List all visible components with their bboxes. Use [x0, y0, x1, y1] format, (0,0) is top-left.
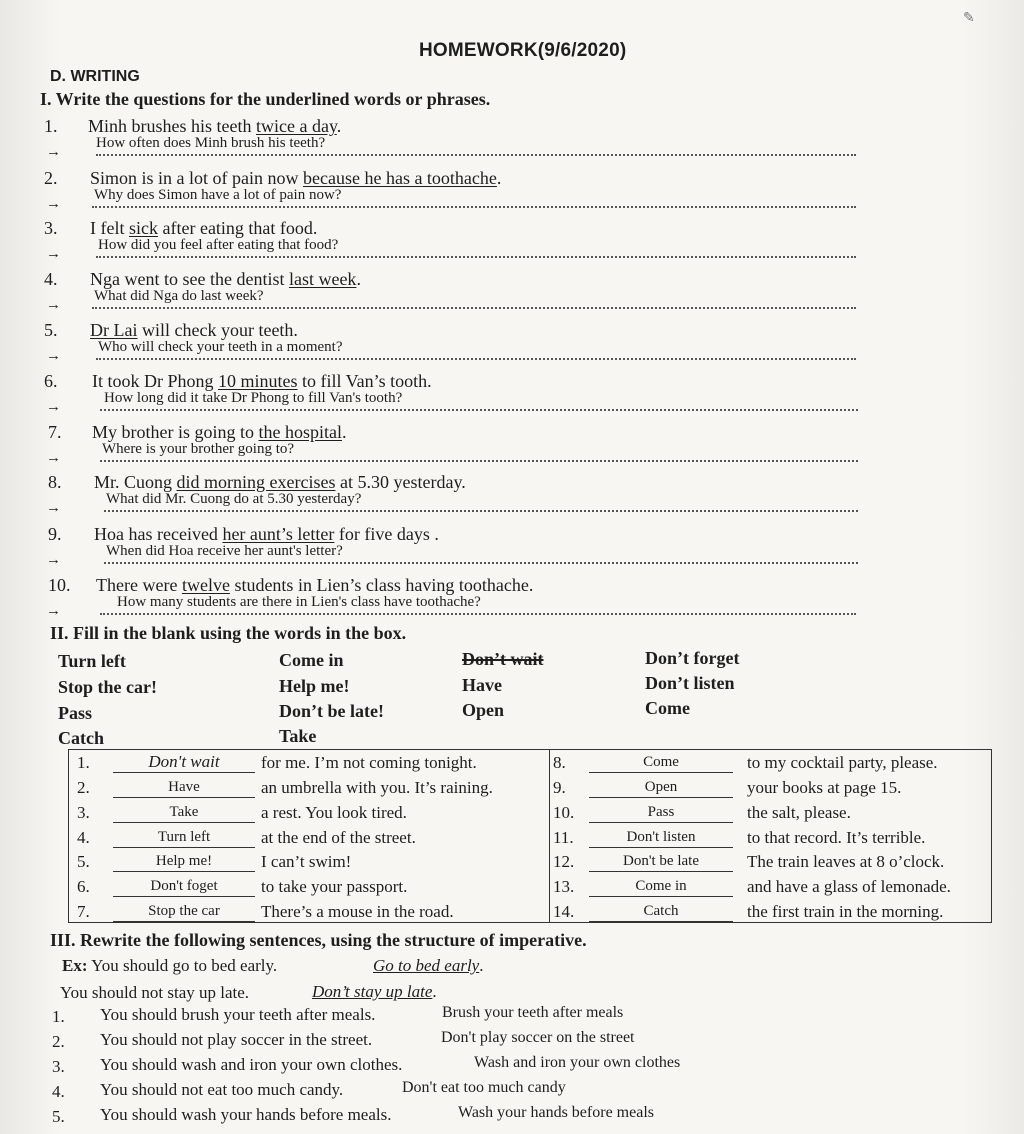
fill-blank-answer: Come in: [589, 876, 733, 897]
question-sentence: [90, 269, 361, 290]
row-sentence: There’s a mouse in the road.: [261, 902, 454, 921]
rewrite-answer: Wash and iron your own clothes: [474, 1054, 681, 1071]
question-number: 10.: [48, 575, 71, 595]
question-number: 1.: [44, 116, 58, 136]
sentence-part: My brother is going to: [92, 422, 259, 442]
question-number: 6.: [44, 371, 58, 391]
word-box-item: Pass: [58, 703, 93, 723]
question-number: 9.: [48, 524, 62, 544]
rewrite-number: 3.: [52, 1057, 65, 1076]
sentence-part: for five days .: [334, 524, 439, 544]
handwritten-answer: Why does Simon have a lot of pain now?: [94, 187, 342, 203]
example-period: .: [479, 956, 484, 975]
question-number: 3.: [44, 218, 58, 238]
rewrite-sentence: You should wash and iron your own clothes.: [100, 1055, 403, 1074]
sentence-part: It took Dr Phong: [92, 371, 218, 391]
handwritten-answer: What did Mr. Cuong do at 5.30 yesterday?: [106, 491, 362, 507]
fill-blank-answer: Come: [589, 752, 733, 773]
rewrite-sentence: You should not eat too much candy.: [100, 1080, 344, 1099]
underlined-phrase: 10 minutes: [218, 371, 298, 391]
sentence-part: Minh brushes his teeth: [88, 116, 256, 136]
row-number: 2.: [77, 778, 90, 797]
row-sentence: The train leaves at 8 o’clock.: [747, 852, 945, 871]
row-sentence: the first train in the morning.: [747, 902, 944, 921]
question-sentence: [90, 320, 298, 341]
question-sentence: [90, 168, 501, 189]
row-number: 7.: [77, 902, 90, 921]
fill-in-table: [68, 749, 992, 923]
question-sentence: [88, 116, 341, 137]
arrow-icon: →: [46, 500, 61, 516]
row-sentence: a rest. You look tired.: [261, 803, 407, 822]
rewrite-number: 2.: [52, 1032, 65, 1051]
rewrite-answer: Wash your hands before meals: [458, 1104, 654, 1121]
example-line-2: [60, 983, 249, 1003]
sentence-part: Nga went to see the dentist: [90, 269, 289, 289]
row-number: 12.: [553, 852, 575, 871]
fill-blank-answer: Don't wait: [113, 752, 255, 773]
underlined-phrase: last week: [288, 269, 357, 289]
row-number: 3.: [77, 803, 90, 822]
handwritten-answer: What did Nga do last week?: [94, 288, 264, 304]
rewrite-sentence: You should not play soccer in the street.: [100, 1030, 373, 1049]
question-sentence: [92, 371, 432, 392]
sentence-part: students in Lien’s class having toothache.: [229, 575, 534, 595]
word-box-item: Don’t listen: [645, 673, 735, 693]
rewrite-answer: Brush your teeth after meals: [442, 1004, 624, 1021]
row-number: 4.: [77, 828, 90, 847]
part3-heading: III. Rewrite the following sentences, using the structure of imperative.: [50, 930, 587, 950]
word-box-item: Come in: [279, 650, 344, 670]
sentence-part: will check your teeth.: [137, 320, 298, 340]
underlined-phrase: twice a day: [256, 116, 337, 136]
example-line-1: [62, 956, 277, 976]
section-label: D. WRITING: [50, 68, 140, 85]
question-sentence: [96, 575, 533, 596]
handwritten-answer: How many students are there in Lien's class have toothache?: [117, 594, 481, 610]
rewrite-answer: Don't eat too much candy: [402, 1079, 566, 1096]
handwritten-answer: How often does Minh brush his teeth?: [96, 135, 326, 151]
example-answer-1: [373, 956, 483, 976]
arrow-icon: →: [46, 196, 61, 212]
arrow-icon: →: [46, 450, 61, 466]
question-sentence: [90, 218, 317, 239]
row-number: 14.: [553, 902, 575, 921]
sentence-part: .: [336, 116, 342, 136]
row-sentence: to my cocktail party, please.: [747, 753, 938, 772]
rewrite-number: 1.: [52, 1007, 65, 1026]
row-sentence: I can’t swim!: [261, 852, 352, 871]
handwritten-answer: Who will check your teeth in a moment?: [98, 339, 343, 355]
word-box-item: Come: [645, 698, 690, 718]
rewrite-sentence: You should wash your hands before meals.: [100, 1105, 392, 1124]
example-period: .: [432, 982, 437, 1001]
underlined-phrase: twelve: [181, 575, 230, 595]
arrow-icon: →: [46, 144, 61, 160]
sentence-part: I felt: [90, 218, 129, 238]
arrow-icon: →: [46, 603, 61, 619]
word-box-item: Don’t forget: [645, 648, 740, 668]
rewrite-number: 4.: [52, 1082, 65, 1101]
word-box-item: Stop the car!: [58, 677, 157, 697]
sentence-part: at 5.30 yesterday.: [335, 472, 466, 492]
fill-blank-answer: Help me!: [113, 851, 255, 872]
arrow-icon: →: [46, 552, 61, 568]
row-number: 8.: [553, 753, 566, 772]
sentence-part: Simon is in a lot of pain now: [90, 168, 303, 188]
rewrite-sentence: You should brush your teeth after meals.: [100, 1005, 376, 1024]
handwritten-answer: How long did it take Dr Phong to fill Van's tooth?: [104, 390, 403, 406]
sentence-part: .: [496, 168, 502, 188]
row-sentence: for me. I’m not coming tonight.: [261, 753, 477, 772]
word-box-item: Take: [279, 726, 317, 746]
example-label: Ex:: [62, 956, 88, 975]
rewrite-number: 5.: [52, 1107, 65, 1126]
question-number: 8.: [48, 472, 62, 492]
question-sentence: [94, 524, 439, 545]
example-answer: Go to bed early: [373, 956, 480, 975]
word-box-item: Help me!: [279, 676, 350, 696]
word-box-item: Don’t be late!: [279, 701, 384, 721]
row-sentence: your books at page 15.: [747, 778, 902, 797]
row-number: 13.: [553, 877, 575, 896]
example-answer-2: [312, 982, 437, 1002]
row-number: 9.: [553, 778, 566, 797]
rewrite-answer: Don't play soccer on the street: [441, 1029, 635, 1046]
sentence-part: .: [342, 422, 347, 442]
question-number: 4.: [44, 269, 58, 289]
handwritten-answer: How did you feel after eating that food?: [98, 237, 339, 253]
pen-mark-icon: ✎: [963, 11, 975, 26]
fill-blank-answer: Take: [113, 802, 255, 823]
underlined-phrase: her aunt’s letter: [222, 524, 335, 544]
part2-heading: II. Fill in the blank using the words in the box.: [50, 623, 407, 643]
row-number: 6.: [77, 877, 90, 896]
row-sentence: an umbrella with you. It’s raining.: [261, 778, 493, 797]
example-sentence: You should not stay up late.: [60, 983, 250, 1002]
word-box-item: Open: [462, 700, 505, 720]
fill-blank-answer: Have: [113, 777, 255, 798]
underlined-phrase: because he has a toothache: [303, 168, 497, 188]
question-number: 5.: [44, 320, 58, 340]
fill-blank-answer: Turn left: [113, 827, 255, 848]
example-sentence: You should go to bed early.: [91, 956, 278, 975]
row-sentence: and have a glass of lemonade.: [747, 877, 951, 896]
question-number: 7.: [48, 422, 62, 442]
sentence-part: after eating that food.: [157, 218, 318, 238]
table-divider: [549, 750, 550, 922]
part1-heading: I. Write the questions for the underlined words or phrases.: [40, 89, 491, 109]
handwritten-answer: Where is your brother going to?: [102, 441, 295, 457]
fill-blank-answer: Don't listen: [589, 827, 733, 848]
row-sentence: to take your passport.: [261, 877, 408, 896]
fill-blank-answer: Pass: [589, 802, 733, 823]
sentence-part: to fill Van’s tooth.: [297, 371, 432, 391]
fill-blank-answer: Open: [589, 777, 733, 798]
handwritten-answer: When did Hoa receive her aunt's letter?: [106, 543, 343, 559]
word-box-item: Turn left: [58, 651, 126, 671]
underlined-phrase: sick: [128, 218, 158, 238]
word-box-item-used: Don’t wait: [462, 649, 544, 669]
arrow-icon: →: [46, 297, 61, 313]
arrow-icon: →: [46, 348, 61, 364]
word-box-item: Catch: [58, 728, 104, 748]
sentence-part: Hoa has received: [94, 524, 223, 544]
question-number: 2.: [44, 168, 58, 188]
sentence-part: There were: [96, 575, 182, 595]
fill-blank-answer: Catch: [589, 901, 733, 922]
row-sentence: the salt, please.: [747, 803, 851, 822]
fill-blank-answer: Stop the car: [113, 901, 255, 922]
row-number: 1.: [77, 753, 90, 772]
underlined-phrase: the hospital: [258, 422, 342, 442]
fill-blank-answer: Don't foget: [113, 876, 255, 897]
sentence-part: Mr. Cuong: [94, 472, 177, 492]
underlined-phrase: did morning exercises: [176, 472, 336, 492]
row-sentence: to that record. It’s terrible.: [747, 828, 926, 847]
row-sentence: at the end of the street.: [261, 828, 416, 847]
question-sentence: [92, 422, 347, 443]
row-number: 5.: [77, 852, 90, 871]
underlined-phrase: Dr Lai: [90, 320, 138, 340]
sentence-part: .: [356, 269, 361, 289]
row-number: 10.: [553, 803, 575, 822]
example-answer: Don’t stay up late: [312, 982, 433, 1001]
question-sentence: [94, 472, 466, 493]
arrow-icon: →: [46, 399, 61, 415]
word-box-item: Have: [462, 675, 502, 695]
page-title: HOMEWORK(9/6/2020): [419, 40, 627, 61]
arrow-icon: →: [46, 246, 61, 262]
fill-blank-answer: Don't be late: [589, 851, 733, 872]
row-number: 11.: [553, 828, 574, 847]
